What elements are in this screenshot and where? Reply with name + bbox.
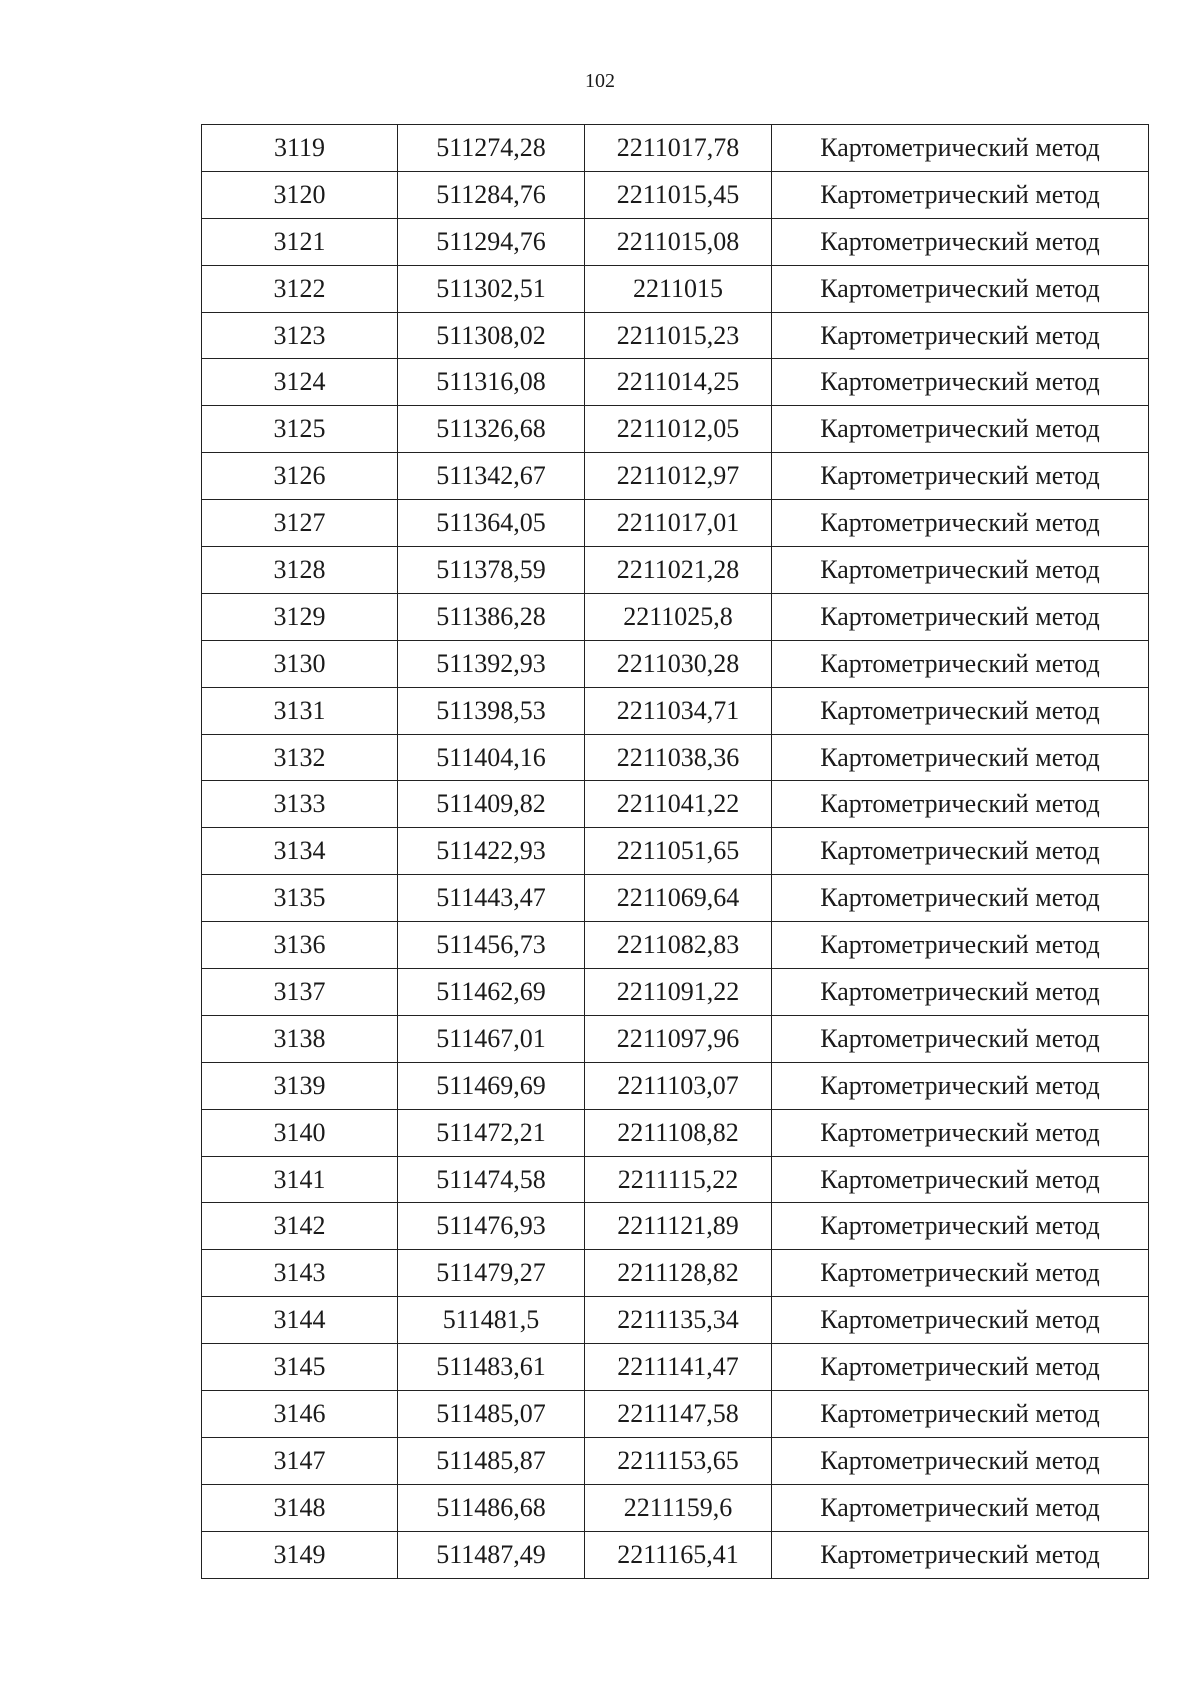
point-number-cell: 3125 [202,406,398,453]
table-row [202,171,1149,218]
method-cell: Картометрический метод [772,1015,1149,1062]
point-number-cell: 3142 [202,1203,398,1250]
point-number-cell: 3141 [202,1156,398,1203]
method-cell: Картометрический метод [772,828,1149,875]
y-coordinate-cell: 2211021,28 [585,547,772,594]
table-row [202,875,1149,922]
point-number-cell: 3137 [202,969,398,1016]
x-coordinate-cell: 511364,05 [398,500,585,547]
point-number-cell: 3148 [202,1484,398,1531]
table-row [202,547,1149,594]
y-coordinate-cell: 2211030,28 [585,640,772,687]
x-coordinate-cell: 511443,47 [398,875,585,922]
y-coordinate-cell: 2211159,6 [585,1484,772,1531]
method-cell: Картометрический метод [772,969,1149,1016]
point-number-cell: 3124 [202,359,398,406]
coordinates-table-body [202,125,1149,1579]
point-number-cell: 3131 [202,687,398,734]
method-cell: Картометрический метод [772,406,1149,453]
point-number-cell: 3146 [202,1391,398,1438]
method-cell: Картометрический метод [772,359,1149,406]
y-coordinate-cell: 2211015 [585,265,772,312]
y-coordinate-cell: 2211015,23 [585,312,772,359]
x-coordinate-cell: 511469,69 [398,1062,585,1109]
method-cell: Картометрический метод [772,1062,1149,1109]
y-coordinate-cell: 2211014,25 [585,359,772,406]
y-coordinate-cell: 2211015,45 [585,171,772,218]
x-coordinate-cell: 511316,08 [398,359,585,406]
point-number-cell: 3128 [202,547,398,594]
table-row [202,922,1149,969]
x-coordinate-cell: 511302,51 [398,265,585,312]
x-coordinate-cell: 511386,28 [398,593,585,640]
y-coordinate-cell: 2211147,58 [585,1391,772,1438]
point-number-cell: 3143 [202,1250,398,1297]
method-cell: Картометрический метод [772,1156,1149,1203]
table-row [202,734,1149,781]
point-number-cell: 3147 [202,1437,398,1484]
y-coordinate-cell: 2211025,8 [585,593,772,640]
table-row [202,1156,1149,1203]
table-row [202,125,1149,172]
point-number-cell: 3145 [202,1344,398,1391]
x-coordinate-cell: 511474,58 [398,1156,585,1203]
table-row [202,640,1149,687]
y-coordinate-cell: 2211097,96 [585,1015,772,1062]
table-row [202,593,1149,640]
point-number-cell: 3126 [202,453,398,500]
table-row [202,1109,1149,1156]
point-number-cell: 3144 [202,1297,398,1344]
point-number-cell: 3130 [202,640,398,687]
method-cell: Картометрический метод [772,781,1149,828]
point-number-cell: 3119 [202,125,398,172]
point-number-cell: 3136 [202,922,398,969]
x-coordinate-cell: 511308,02 [398,312,585,359]
y-coordinate-cell: 2211135,34 [585,1297,772,1344]
point-number-cell: 3122 [202,265,398,312]
point-number-cell: 3120 [202,171,398,218]
table-row [202,687,1149,734]
point-number-cell: 3140 [202,1109,398,1156]
table-row [202,781,1149,828]
x-coordinate-cell: 511481,5 [398,1297,585,1344]
method-cell: Картометрический метод [772,312,1149,359]
y-coordinate-cell: 2211015,08 [585,218,772,265]
point-number-cell: 3133 [202,781,398,828]
x-coordinate-cell: 511294,76 [398,218,585,265]
x-coordinate-cell: 511398,53 [398,687,585,734]
y-coordinate-cell: 2211082,83 [585,922,772,969]
x-coordinate-cell: 511487,49 [398,1531,585,1578]
x-coordinate-cell: 511378,59 [398,547,585,594]
y-coordinate-cell: 2211017,01 [585,500,772,547]
point-number-cell: 3134 [202,828,398,875]
table-row [202,1391,1149,1438]
y-coordinate-cell: 2211108,82 [585,1109,772,1156]
y-coordinate-cell: 2211165,41 [585,1531,772,1578]
method-cell: Картометрический метод [772,125,1149,172]
x-coordinate-cell: 511392,93 [398,640,585,687]
x-coordinate-cell: 511476,93 [398,1203,585,1250]
table-row [202,218,1149,265]
x-coordinate-cell: 511409,82 [398,781,585,828]
y-coordinate-cell: 2211153,65 [585,1437,772,1484]
method-cell: Картометрический метод [772,734,1149,781]
point-number-cell: 3121 [202,218,398,265]
y-coordinate-cell: 2211115,22 [585,1156,772,1203]
x-coordinate-cell: 511479,27 [398,1250,585,1297]
method-cell: Картометрический метод [772,547,1149,594]
y-coordinate-cell: 2211034,71 [585,687,772,734]
table-row [202,265,1149,312]
method-cell: Картометрический метод [772,1344,1149,1391]
method-cell: Картометрический метод [772,593,1149,640]
x-coordinate-cell: 511472,21 [398,1109,585,1156]
x-coordinate-cell: 511456,73 [398,922,585,969]
x-coordinate-cell: 511274,28 [398,125,585,172]
x-coordinate-cell: 511486,68 [398,1484,585,1531]
table-row [202,1344,1149,1391]
x-coordinate-cell: 511342,67 [398,453,585,500]
table-row [202,312,1149,359]
method-cell: Картометрический метод [772,265,1149,312]
method-cell: Картометрический метод [772,1109,1149,1156]
y-coordinate-cell: 2211091,22 [585,969,772,1016]
point-number-cell: 3149 [202,1531,398,1578]
x-coordinate-cell: 511326,68 [398,406,585,453]
point-number-cell: 3138 [202,1015,398,1062]
table-row [202,1062,1149,1109]
table-row [202,1297,1149,1344]
y-coordinate-cell: 2211141,47 [585,1344,772,1391]
point-number-cell: 3129 [202,593,398,640]
method-cell: Картометрический метод [772,1531,1149,1578]
method-cell: Картометрический метод [772,1484,1149,1531]
y-coordinate-cell: 2211012,05 [585,406,772,453]
y-coordinate-cell: 2211051,65 [585,828,772,875]
method-cell: Картометрический метод [772,1203,1149,1250]
x-coordinate-cell: 511485,87 [398,1437,585,1484]
y-coordinate-cell: 2211069,64 [585,875,772,922]
method-cell: Картометрический метод [772,1297,1149,1344]
table-row [202,969,1149,1016]
table-row [202,359,1149,406]
method-cell: Картометрический метод [772,218,1149,265]
point-number-cell: 3127 [202,500,398,547]
table-row [202,1484,1149,1531]
table-row [202,1203,1149,1250]
method-cell: Картометрический метод [772,875,1149,922]
y-coordinate-cell: 2211103,07 [585,1062,772,1109]
table-row [202,1250,1149,1297]
y-coordinate-cell: 2211038,36 [585,734,772,781]
method-cell: Картометрический метод [772,500,1149,547]
point-number-cell: 3123 [202,312,398,359]
method-cell: Картометрический метод [772,1437,1149,1484]
table-row [202,406,1149,453]
y-coordinate-cell: 2211017,78 [585,125,772,172]
table-row [202,1437,1149,1484]
page-number: 102 [585,70,615,92]
method-cell: Картометрический метод [772,1250,1149,1297]
method-cell: Картометрический метод [772,922,1149,969]
x-coordinate-cell: 511462,69 [398,969,585,1016]
method-cell: Картометрический метод [772,640,1149,687]
x-coordinate-cell: 511483,61 [398,1344,585,1391]
table-row [202,500,1149,547]
method-cell: Картометрический метод [772,687,1149,734]
x-coordinate-cell: 511467,01 [398,1015,585,1062]
table-row [202,1015,1149,1062]
x-coordinate-cell: 511284,76 [398,171,585,218]
x-coordinate-cell: 511485,07 [398,1391,585,1438]
y-coordinate-cell: 2211121,89 [585,1203,772,1250]
table-row [202,1531,1149,1578]
x-coordinate-cell: 511422,93 [398,828,585,875]
coordinates-table [201,124,1149,1579]
point-number-cell: 3139 [202,1062,398,1109]
y-coordinate-cell: 2211041,22 [585,781,772,828]
method-cell: Картометрический метод [772,1391,1149,1438]
table-row [202,453,1149,500]
method-cell: Картометрический метод [772,453,1149,500]
x-coordinate-cell: 511404,16 [398,734,585,781]
method-cell: Картометрический метод [772,171,1149,218]
point-number-cell: 3135 [202,875,398,922]
y-coordinate-cell: 2211012,97 [585,453,772,500]
table-row [202,828,1149,875]
y-coordinate-cell: 2211128,82 [585,1250,772,1297]
point-number-cell: 3132 [202,734,398,781]
